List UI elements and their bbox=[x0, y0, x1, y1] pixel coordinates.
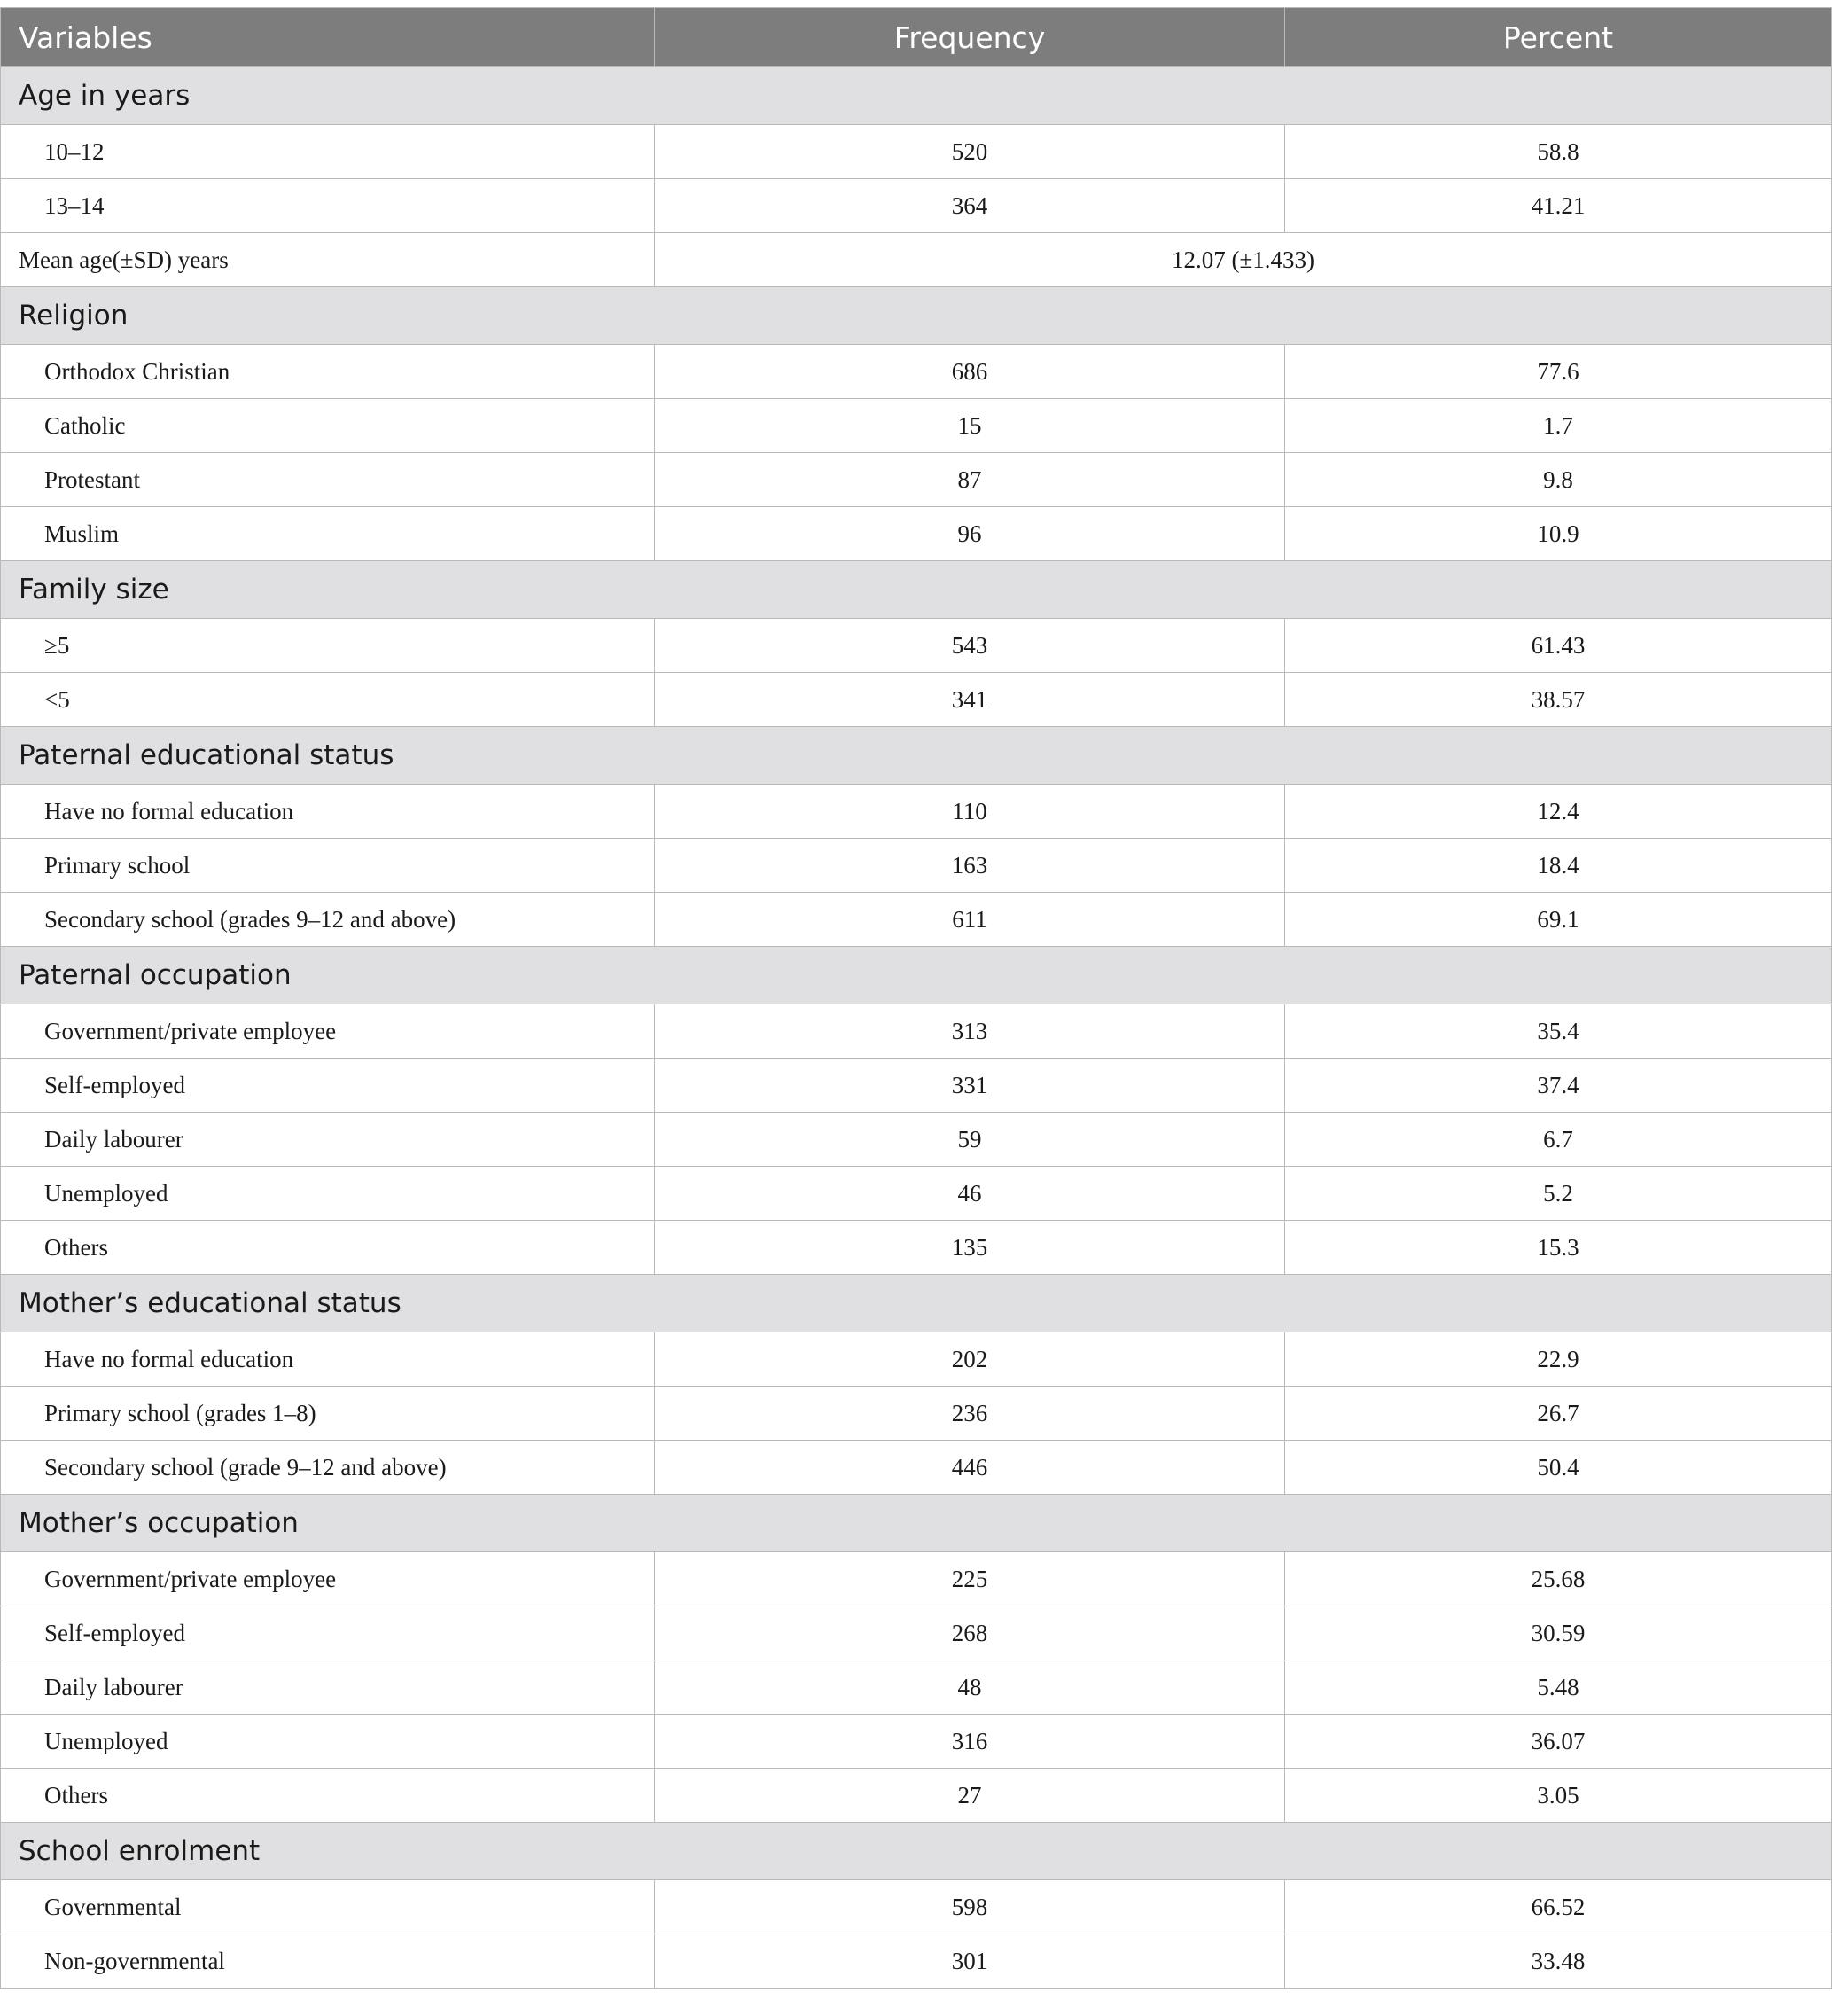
table-row bbox=[1, 1934, 1832, 1989]
row-percent: 66.52 bbox=[1285, 1880, 1832, 1934]
row-label: Primary school bbox=[1, 839, 655, 893]
table-row bbox=[1, 1660, 1832, 1715]
group-row-religion bbox=[1, 287, 1832, 345]
header-variables: Variables bbox=[1, 8, 655, 67]
row-label: Unemployed bbox=[1, 1167, 655, 1221]
demographics-table bbox=[0, 7, 1832, 1989]
row-percent: 6.7 bbox=[1285, 1113, 1832, 1167]
row-percent: 12.4 bbox=[1285, 785, 1832, 839]
group-title: Paternal educational status bbox=[1, 727, 1832, 785]
group-title: Mother’s educational status bbox=[1, 1275, 1832, 1332]
row-frequency: 543 bbox=[655, 619, 1285, 673]
table-row bbox=[1, 1552, 1832, 1606]
row-label: Governmental bbox=[1, 1880, 655, 1934]
row-percent: 77.6 bbox=[1285, 345, 1832, 399]
row-label: Orthodox Christian bbox=[1, 345, 655, 399]
row-percent: 30.59 bbox=[1285, 1606, 1832, 1660]
table-row bbox=[1, 1332, 1832, 1387]
table-row bbox=[1, 345, 1832, 399]
table-row bbox=[1, 839, 1832, 893]
table-row bbox=[1, 399, 1832, 453]
row-frequency: 135 bbox=[655, 1221, 1285, 1275]
table-row bbox=[1, 1606, 1832, 1660]
table-row bbox=[1, 1769, 1832, 1823]
row-label: Secondary school (grade 9–12 and above) bbox=[1, 1441, 655, 1495]
row-frequency: 96 bbox=[655, 507, 1285, 561]
row-percent: 58.8 bbox=[1285, 125, 1832, 179]
table-row bbox=[1, 1059, 1832, 1113]
row-percent: 10.9 bbox=[1285, 507, 1832, 561]
group-title: Age in years bbox=[1, 67, 1832, 125]
row-label: Others bbox=[1, 1769, 655, 1823]
row-label: Daily labourer bbox=[1, 1113, 655, 1167]
row-percent: 36.07 bbox=[1285, 1715, 1832, 1769]
row-frequency: 87 bbox=[655, 453, 1285, 507]
row-frequency: 202 bbox=[655, 1332, 1285, 1387]
row-frequency: 163 bbox=[655, 839, 1285, 893]
row-label: 10–12 bbox=[1, 125, 655, 179]
row-percent: 5.2 bbox=[1285, 1167, 1832, 1221]
row-frequency: 59 bbox=[655, 1113, 1285, 1167]
header-frequency: Frequency bbox=[655, 8, 1285, 67]
row-frequency: 331 bbox=[655, 1059, 1285, 1113]
row-percent: 26.7 bbox=[1285, 1387, 1832, 1441]
row-percent: 15.3 bbox=[1285, 1221, 1832, 1275]
header-percent: Percent bbox=[1285, 8, 1832, 67]
table-row bbox=[1, 1880, 1832, 1934]
row-percent: 37.4 bbox=[1285, 1059, 1832, 1113]
row-label: <5 bbox=[1, 673, 655, 727]
table-row bbox=[1, 1113, 1832, 1167]
table-row bbox=[1, 179, 1832, 233]
row-label: Muslim bbox=[1, 507, 655, 561]
row-label: Others bbox=[1, 1221, 655, 1275]
row-percent: 50.4 bbox=[1285, 1441, 1832, 1495]
row-percent: 1.7 bbox=[1285, 399, 1832, 453]
group-row-paternal-educational-status bbox=[1, 727, 1832, 785]
row-frequency: 268 bbox=[655, 1606, 1285, 1660]
group-row-age-in-years bbox=[1, 67, 1832, 125]
row-frequency: 110 bbox=[655, 785, 1285, 839]
table-row bbox=[1, 453, 1832, 507]
table-row bbox=[1, 1004, 1832, 1059]
table-row bbox=[1, 1221, 1832, 1275]
row-percent: 18.4 bbox=[1285, 839, 1832, 893]
row-label: Government/private employee bbox=[1, 1004, 655, 1059]
table-row bbox=[1, 1387, 1832, 1441]
row-label: Self-employed bbox=[1, 1606, 655, 1660]
row-percent: 35.4 bbox=[1285, 1004, 1832, 1059]
row-label: Protestant bbox=[1, 453, 655, 507]
group-title: Mother’s occupation bbox=[1, 1495, 1832, 1552]
table-row bbox=[1, 785, 1832, 839]
row-label: ≥5 bbox=[1, 619, 655, 673]
row-percent: 61.43 bbox=[1285, 619, 1832, 673]
header-row bbox=[1, 8, 1832, 67]
group-row-paternal-occupation bbox=[1, 947, 1832, 1004]
row-label: Self-employed bbox=[1, 1059, 655, 1113]
row-frequency: 27 bbox=[655, 1769, 1285, 1823]
row-percent: 9.8 bbox=[1285, 453, 1832, 507]
row-label: Primary school (grades 1–8) bbox=[1, 1387, 655, 1441]
row-label: Unemployed bbox=[1, 1715, 655, 1769]
table-row bbox=[1, 1167, 1832, 1221]
row-frequency: 236 bbox=[655, 1387, 1285, 1441]
row-percent: 3.05 bbox=[1285, 1769, 1832, 1823]
row-label: Government/private employee bbox=[1, 1552, 655, 1606]
row-label: 13–14 bbox=[1, 179, 655, 233]
table-row bbox=[1, 619, 1832, 673]
table-row bbox=[1, 125, 1832, 179]
group-title: Religion bbox=[1, 287, 1832, 345]
group-title: School enrolment bbox=[1, 1823, 1832, 1880]
group-title: Paternal occupation bbox=[1, 947, 1832, 1004]
row-label: Secondary school (grades 9–12 and above) bbox=[1, 893, 655, 947]
row-frequency: 316 bbox=[655, 1715, 1285, 1769]
row-frequency: 446 bbox=[655, 1441, 1285, 1495]
row-percent: 5.48 bbox=[1285, 1660, 1832, 1715]
group-row-mother-s-occupation bbox=[1, 1495, 1832, 1552]
table-row bbox=[1, 1441, 1832, 1495]
row-percent: 38.57 bbox=[1285, 673, 1832, 727]
row-frequency: 301 bbox=[655, 1934, 1285, 1989]
table-row bbox=[1, 1715, 1832, 1769]
table-row bbox=[1, 893, 1832, 947]
row-frequency: 686 bbox=[655, 345, 1285, 399]
mean-age-label: Mean age(±SD) years bbox=[1, 233, 655, 287]
table-row bbox=[1, 673, 1832, 727]
mean-age-value: 12.07 (±1.433) bbox=[655, 233, 1832, 287]
row-frequency: 313 bbox=[655, 1004, 1285, 1059]
row-percent: 69.1 bbox=[1285, 893, 1832, 947]
group-title: Family size bbox=[1, 561, 1832, 619]
row-frequency: 225 bbox=[655, 1552, 1285, 1606]
row-frequency: 364 bbox=[655, 179, 1285, 233]
row-frequency: 46 bbox=[655, 1167, 1285, 1221]
row-label: Daily labourer bbox=[1, 1660, 655, 1715]
row-frequency: 15 bbox=[655, 399, 1285, 453]
row-percent: 41.21 bbox=[1285, 179, 1832, 233]
table-row bbox=[1, 507, 1832, 561]
group-row-school-enrolment bbox=[1, 1823, 1832, 1880]
group-row-family-size bbox=[1, 561, 1832, 619]
mean-age-row bbox=[1, 233, 1832, 287]
row-frequency: 598 bbox=[655, 1880, 1285, 1934]
row-frequency: 520 bbox=[655, 125, 1285, 179]
row-frequency: 611 bbox=[655, 893, 1285, 947]
row-percent: 33.48 bbox=[1285, 1934, 1832, 1989]
row-label: Have no formal education bbox=[1, 785, 655, 839]
row-label: Non-governmental bbox=[1, 1934, 655, 1989]
row-percent: 25.68 bbox=[1285, 1552, 1832, 1606]
row-label: Have no formal education bbox=[1, 1332, 655, 1387]
row-percent: 22.9 bbox=[1285, 1332, 1832, 1387]
row-frequency: 341 bbox=[655, 673, 1285, 727]
row-label: Catholic bbox=[1, 399, 655, 453]
group-row-mother-s-educational-status bbox=[1, 1275, 1832, 1332]
row-frequency: 48 bbox=[655, 1660, 1285, 1715]
